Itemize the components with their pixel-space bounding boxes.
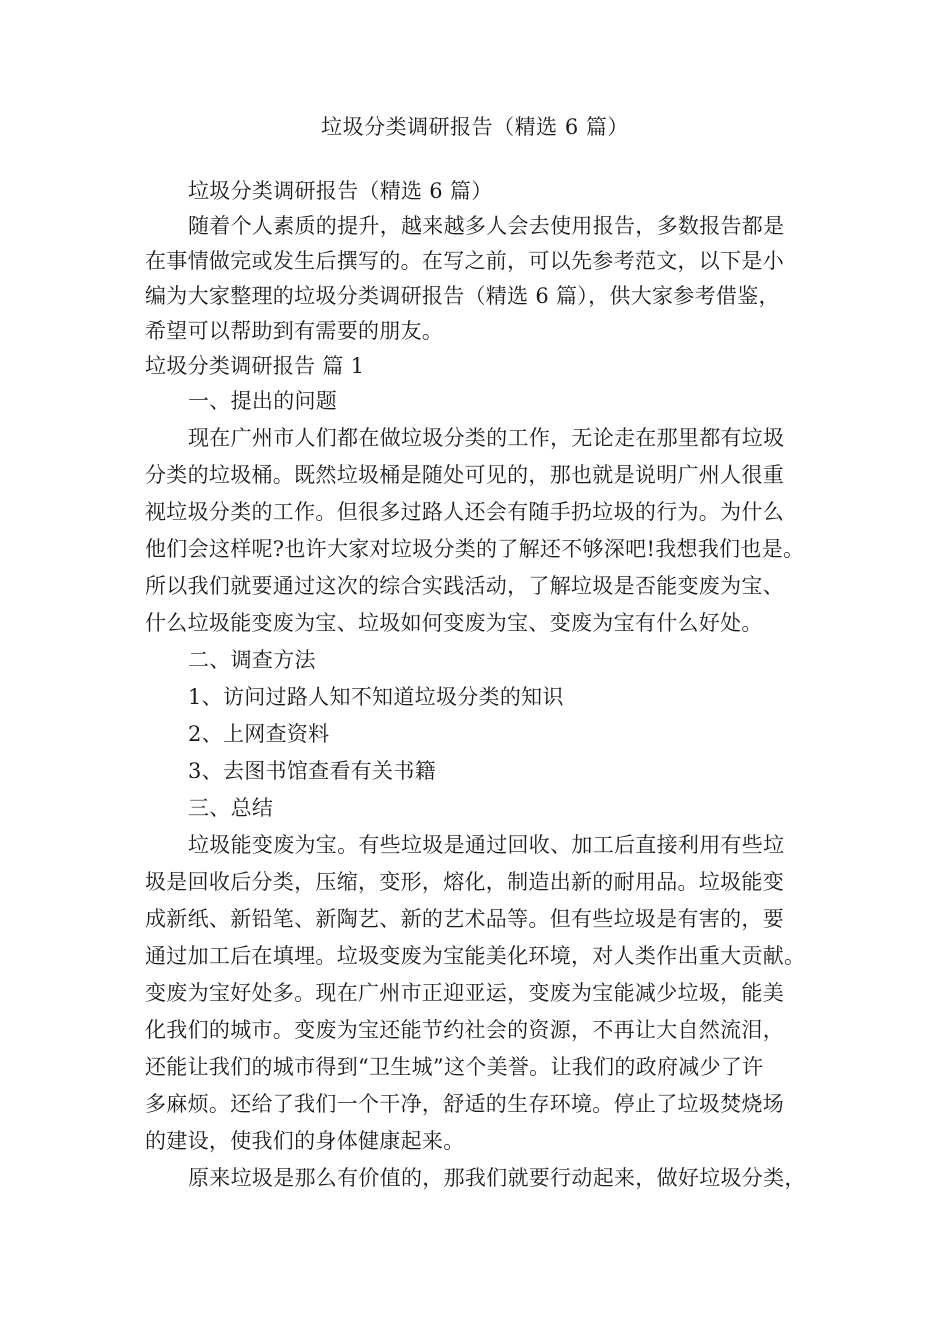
paragraph-line: 视垃圾分类的工作。但很多过路人还会有随手扔垃圾的行为。为什么 [145, 500, 784, 524]
intro-line: 在事情做完或发生后撰写的。在写之前，可以先参考范文，以下是小 [145, 249, 784, 273]
intro-line: 希望可以帮助到有需要的朋友。 [145, 319, 444, 343]
paragraph-line: 什么垃圾能变废为宝、垃圾如何变废为宝、变废为宝有什么好处。 [145, 611, 763, 635]
intro-line: 随着个人素质的提升，越来越多人会去使用报告，多数报告都是 [188, 214, 785, 238]
paragraph-line: 所以我们就要通过这次的综合实践活动，了解垃圾是否能变废为宝、 [145, 574, 784, 598]
heading-methods: 二、调查方法 [188, 648, 316, 672]
heading-summary: 三、总结 [188, 796, 274, 820]
document-title: 垃圾分类调研报告（精选 6 篇） [321, 115, 629, 139]
paragraph-line: 原来垃圾是那么有价值的，那我们就要行动起来，做好垃圾分类， [188, 1166, 806, 1190]
intro-line: 编为大家整理的垃圾分类调研报告（精选 6 篇），供大家参考借鉴， [145, 284, 780, 308]
paragraph-line: 多麻烦。还给了我们一个干净，舒适的生存环境。停止了垃圾焚烧场 [145, 1092, 784, 1116]
section-title: 垃圾分类调研报告 篇 1 [145, 354, 365, 378]
paragraph-line: 圾是回收后分类，压缩，变形，熔化，制造出新的耐用品。垃圾能变 [145, 870, 784, 894]
paragraph-line: 化我们的城市。变废为宝还能节约社会的资源，不再让大自然流泪， [145, 1018, 784, 1042]
document-body [145, 174, 825, 1197]
method-item: 1、访问过路人知不知道垃圾分类的知识 [188, 685, 564, 709]
paragraph-line: 的建设，使我们的身体健康起来。 [145, 1129, 465, 1153]
paragraph-line: 还能让我们的城市得到“卫生城”这个美誉。让我们的政府减少了许 [145, 1055, 764, 1079]
document-subtitle: 垃圾分类调研报告（精选 6 篇） [188, 179, 493, 203]
paragraph-line: 变废为宝好处多。现在广州市正迎亚运，变废为宝能减少垃圾，能美 [145, 981, 784, 1005]
heading-problem: 一、提出的问题 [188, 389, 338, 413]
method-item: 3、去图书馆查看有关书籍 [188, 759, 436, 783]
method-item: 2、上网查资料 [188, 722, 330, 746]
paragraph-line: 现在广州市人们都在做垃圾分类的工作，无论走在那里都有垃圾 [188, 426, 785, 450]
paragraph-line: 他们会这样呢?也许大家对垃圾分类的了解还不够深吧!我想我们也是。 [145, 537, 805, 561]
paragraph-line: 垃圾能变废为宝。有些垃圾是通过回收、加工后直接利用有些垃 [188, 833, 785, 857]
paragraph-line: 成新纸、新铅笔、新陶艺、新的艺术品等。但有些垃圾是有害的，要 [145, 907, 784, 931]
paragraph-line: 通过加工后在填埋。垃圾变废为宝能美化环境，对人类作出重大贡献。 [145, 944, 806, 968]
paragraph-line: 分类的垃圾桶。既然垃圾桶是随处可见的，那也就是说明广州人很重 [145, 463, 784, 487]
